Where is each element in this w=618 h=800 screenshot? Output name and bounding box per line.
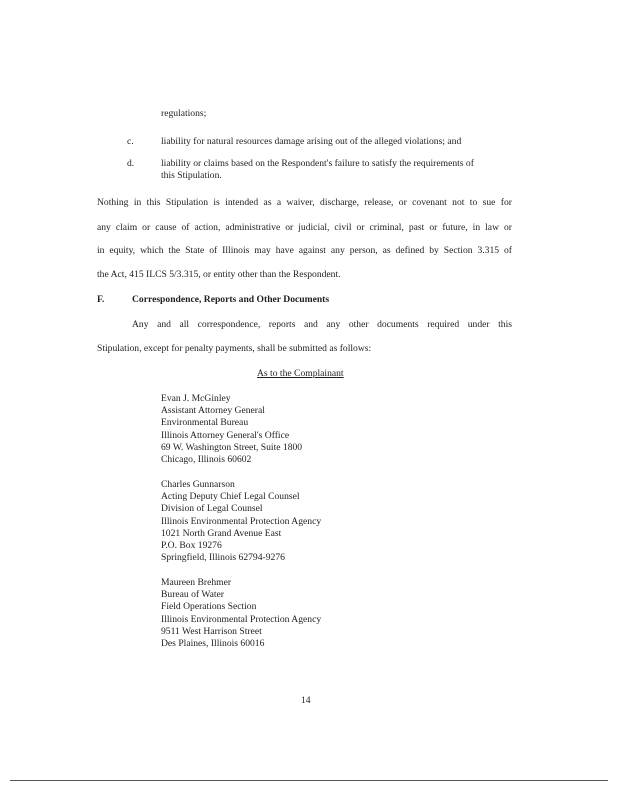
address-line: 69 W. Washington Street, Suite 1800	[161, 441, 303, 453]
address-line: Maureen Brehmer	[161, 577, 232, 588]
address-line: 9511 West Harrison Street	[161, 625, 262, 637]
section-body-line-2: Stipulation, except for penalty payments, shall be submitted as follows:	[97, 343, 372, 354]
address-line: Assistant Attorney General	[161, 405, 265, 417]
address-line: P.O. Box 19276	[161, 540, 222, 552]
address-line: Des Plaines, Illinois 60016	[161, 638, 265, 650]
address-block-gunnarson	[161, 479, 321, 564]
address-block-brehmer	[161, 577, 321, 650]
carry-over-text: regulations;	[161, 108, 207, 119]
item-c-text: liability for natural resources damage arising out of the alleged violations; and	[161, 136, 462, 147]
address-line: Division of Legal Counsel	[161, 503, 263, 515]
paragraph-line-2: any claim or cause of action, administrative or judicial, civil or criminal, past or future, in law or	[97, 222, 512, 233]
address-line: Chicago, Illinois 60602	[161, 454, 252, 466]
item-d-line-2: this Stipulation.	[161, 170, 222, 181]
address-line: Field Operations Section	[161, 601, 257, 613]
paragraph-line-1: Nothing in this Stipulation is intended as a waiver, discharge, release, or covenant not to sue for	[97, 197, 512, 208]
paragraph-line-4: the Act, 415 ILCS 5/3.315, or entity other than the Respondent.	[97, 269, 341, 280]
address-line: Environmental Bureau	[161, 417, 249, 429]
section-body-line-1: Any and all correspondence, reports and any other documents required under this	[132, 319, 512, 330]
item-d-line-1: liability or claims based on the Respondent's failure to satisfy the requirements of	[161, 158, 474, 169]
address-line: Evan J. McGinley	[161, 393, 231, 404]
address-line: Bureau of Water	[161, 589, 224, 601]
section-title: Correspondence, Reports and Other Documents	[132, 294, 330, 305]
paragraph-line-3: in equity, which the State of Illinois may have against any person, as defined by Section 3.315 of	[97, 245, 512, 256]
complainant-heading: As to the Complainant	[257, 368, 344, 379]
address-line: Springfield, Illinois 62794-9276	[161, 552, 285, 564]
item-c-marker: c.	[127, 136, 134, 147]
address-line: Illinois Environmental Protection Agency	[161, 613, 322, 625]
page-number: 14	[301, 695, 311, 706]
address-block-mcginley	[161, 393, 302, 466]
address-line: Charles Gunnarson	[161, 479, 235, 490]
address-line: 1021 North Grand Avenue East	[161, 527, 282, 539]
address-line: Acting Deputy Chief Legal Counsel	[161, 491, 300, 503]
address-line: Illinois Environmental Protection Agency	[161, 515, 322, 527]
item-d-marker: d.	[127, 158, 135, 169]
bottom-rule	[10, 780, 608, 781]
address-line: Illinois Attorney General's Office	[161, 429, 290, 441]
section-letter: F.	[97, 294, 105, 305]
